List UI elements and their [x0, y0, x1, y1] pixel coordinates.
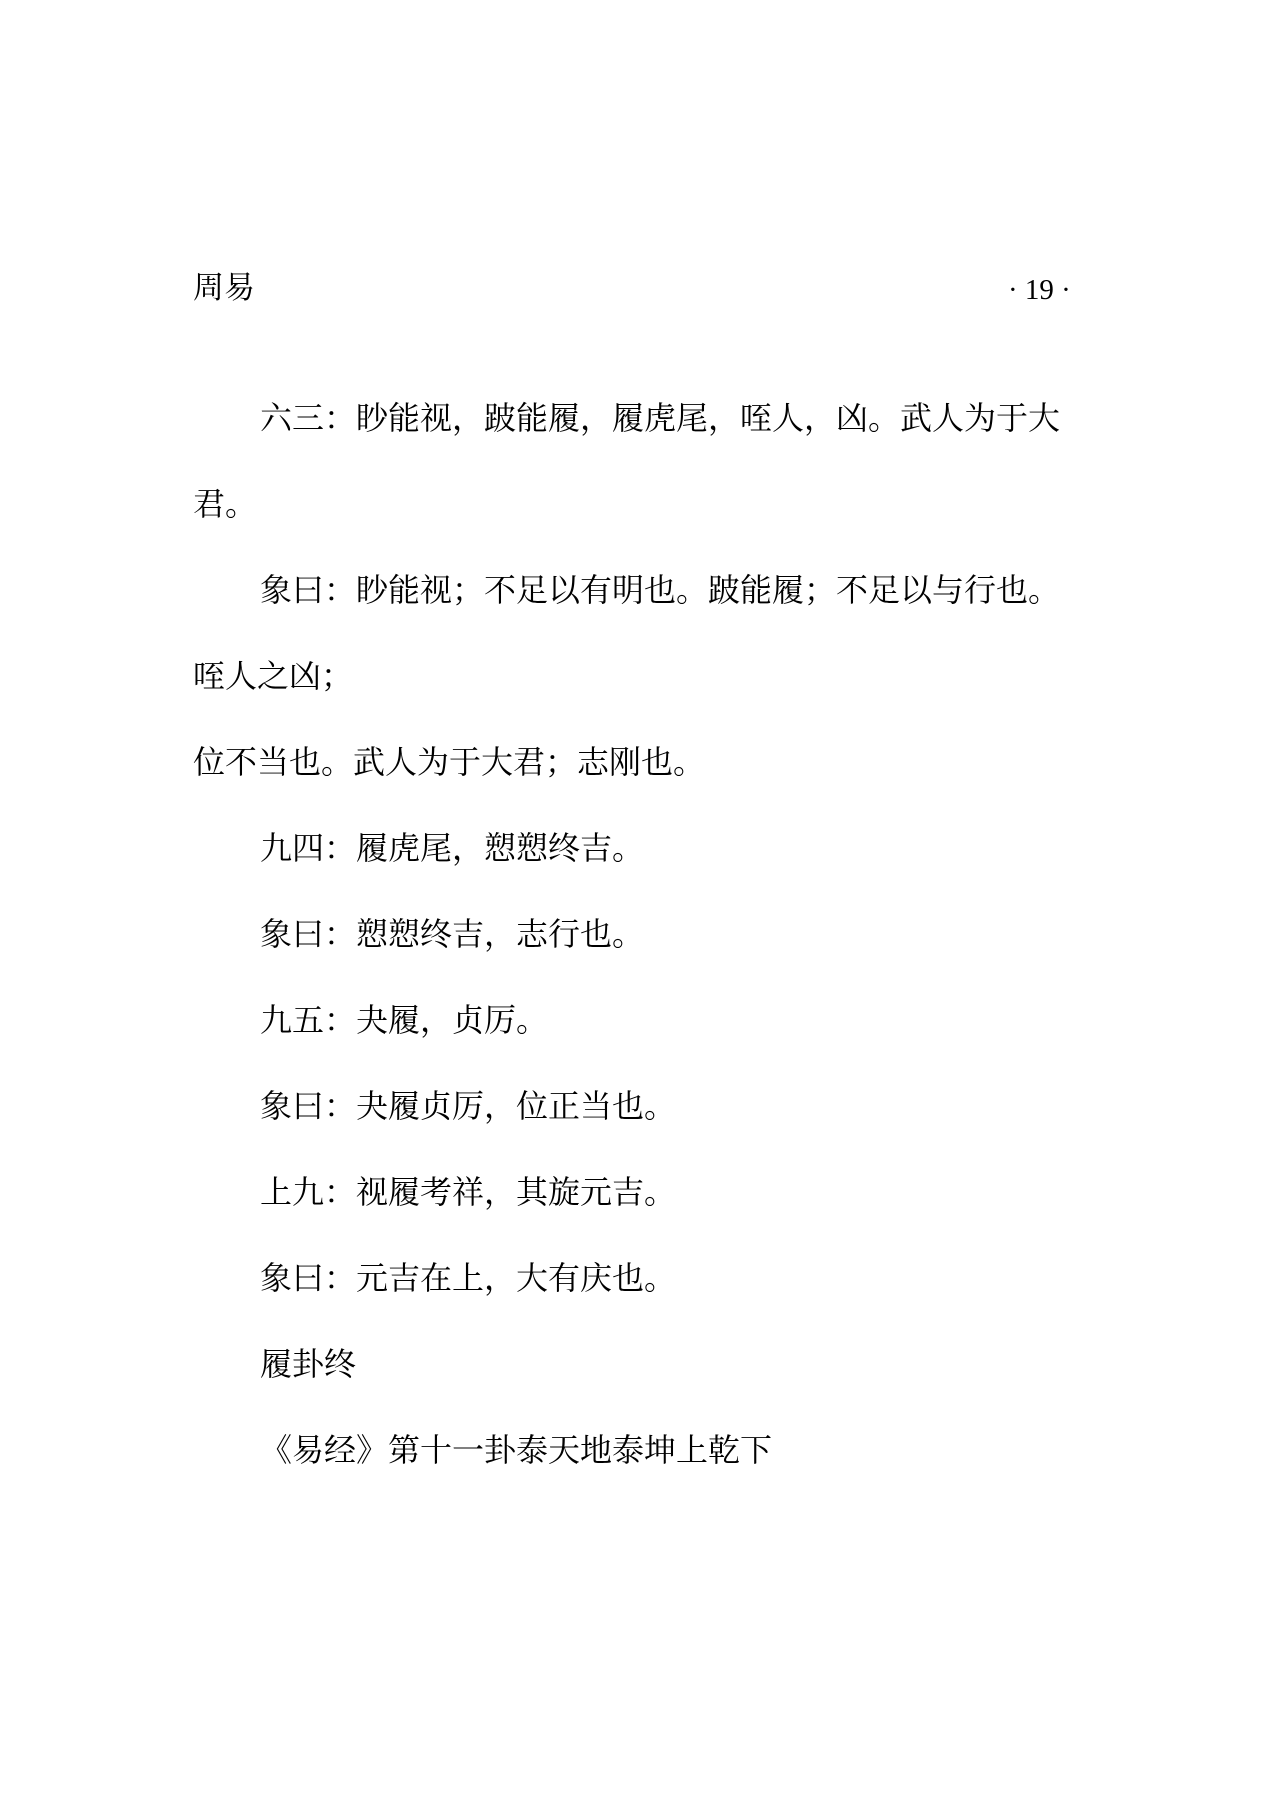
text-line: 九五：夬履，贞厉。 — [260, 1001, 549, 1039]
text-line: 象曰：元吉在上，大有庆也。 — [260, 1259, 677, 1297]
page-number: · 19 · — [1008, 274, 1071, 306]
text-line: 位不当也。武人为于大君；志刚也。 — [193, 743, 706, 781]
text-line: 《易经》第十一卦泰天地泰坤上乾下 — [260, 1431, 773, 1469]
text-line: 象曰：夬履贞厉，位正当也。 — [260, 1087, 677, 1125]
text-line: 九四：履虎尾，愬愬终吉。 — [260, 829, 645, 867]
text-line: 君。 — [193, 485, 258, 523]
text-line: 上九：视履考祥，其旋元吉。 — [260, 1173, 677, 1211]
text-line: 履卦终 — [260, 1345, 357, 1383]
text-line: 象曰：愬愬终吉，志行也。 — [260, 915, 645, 953]
running-head-title: 周易 — [193, 270, 255, 306]
text-line: 象曰：眇能视；不足以有明也。跛能履；不足以与行也。 — [260, 571, 1061, 609]
text-line: 咥人之凶； — [193, 657, 354, 695]
text-line: 六三：眇能视，跛能履，履虎尾，咥人，凶。武人为于大 — [260, 399, 1061, 437]
